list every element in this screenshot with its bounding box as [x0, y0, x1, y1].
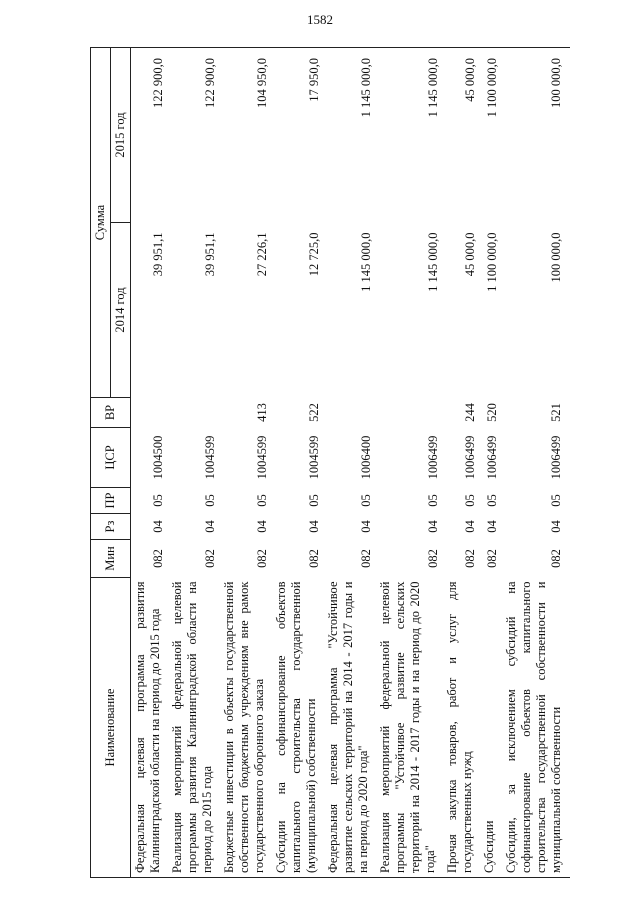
row-vr	[324, 398, 376, 428]
header-vr: ВР	[91, 398, 131, 428]
row-csr: 1004599	[307, 435, 321, 480]
header-2015: 2015 год	[111, 48, 131, 223]
row-2015: 1 100 000,0	[480, 48, 502, 223]
row-min: 082	[359, 549, 373, 568]
row-vr	[376, 398, 443, 428]
row-csr: 1004599	[255, 435, 269, 480]
row-name: Реализация мероприятий федеральной целевой программы "Устойчивое развитие сельских территорий на 2014 - 2017 годы и на период до 2020 года"	[376, 578, 443, 878]
row-vr	[168, 398, 220, 428]
row-2015: 17 950,0	[272, 48, 324, 223]
row-name: Субсидии	[480, 578, 502, 878]
row-min: 082	[485, 549, 499, 568]
table-row	[480, 48, 502, 878]
row-name: Реализация мероприятий федеральной целевой программы развития Калининградской области на период до 2015 года	[168, 578, 220, 878]
header-rz: Рз	[91, 514, 131, 540]
row-2014: 39 951,1	[151, 232, 165, 277]
row-pr: 05	[359, 494, 373, 507]
budget-table-sheet	[90, 48, 576, 878]
row-name: Субсидии на софинансирование объектов капитального строительства государственной (муниципальной) собственности	[272, 578, 324, 878]
row-vr	[131, 398, 169, 428]
row-vr: 521	[549, 403, 563, 422]
row-min: 082	[255, 549, 269, 568]
table-row	[168, 48, 220, 878]
row-pr: 05	[463, 494, 477, 507]
row-name: Федеральная целевая программа развития Калининградской области на период до 2015 года	[131, 578, 169, 878]
row-2014: 45 000,0	[463, 232, 477, 277]
row-pr: 05	[549, 494, 563, 507]
row-rz: 04	[485, 520, 499, 533]
row-2014: 1 145 000,0	[426, 232, 440, 292]
table-row	[443, 48, 480, 878]
table-row	[324, 48, 376, 878]
row-pr: 05	[255, 494, 269, 507]
row-min: 082	[426, 549, 440, 568]
row-name: Прочая закупка товаров, работ и услуг для государственных нужд	[443, 578, 480, 878]
row-rz: 04	[151, 520, 165, 533]
row-2015: 104 950,0	[220, 48, 272, 223]
row-vr: 413	[255, 403, 269, 422]
row-vr: 244	[463, 403, 477, 422]
row-rz: 04	[426, 520, 440, 533]
row-2015: 100 000,0	[502, 48, 570, 223]
row-rz: 04	[549, 520, 563, 533]
row-csr: 1004599	[203, 435, 217, 480]
row-rz: 04	[463, 520, 477, 533]
row-2014: 100 000,0	[549, 232, 563, 283]
row-min: 082	[307, 549, 321, 568]
row-csr: 1006499	[463, 435, 477, 480]
row-min: 082	[549, 549, 563, 568]
header-min: Мин	[91, 540, 131, 578]
row-2014: 1 100 000,0	[485, 232, 499, 292]
header-pr: ПР	[91, 488, 131, 514]
row-2015: 122 900,0	[168, 48, 220, 223]
row-2015: 1 145 000,0	[376, 48, 443, 223]
row-csr: 1006499	[549, 435, 563, 480]
row-pr: 05	[151, 494, 165, 507]
row-csr: 1004500	[151, 435, 165, 480]
row-2014: 39 951,1	[203, 232, 217, 277]
row-csr: 1006499	[426, 435, 440, 480]
row-pr: 05	[203, 494, 217, 507]
row-rz: 04	[359, 520, 373, 533]
row-min: 082	[463, 549, 477, 568]
row-vr: 520	[485, 403, 499, 422]
row-2014: 1 145 000,0	[359, 232, 373, 292]
row-2014: 27 226,1	[255, 232, 269, 277]
row-name: Субсидии, за исключением субсидий на софинансирование объектов капитального строительства государственной собственности и муниципальной собственности	[502, 578, 570, 878]
row-pr: 05	[485, 494, 499, 507]
row-2014: 12 725,0	[307, 232, 321, 277]
header-2014: 2014 год	[111, 223, 131, 398]
table-row	[220, 48, 272, 878]
row-2015: 1 145 000,0	[324, 48, 376, 223]
row-name: Бюджетные инвестиции в объекты государственной собственности бюджетным учреждениям вне рамок государственного оборонного заказа	[220, 578, 272, 878]
header-name: Наименование	[91, 578, 131, 878]
row-rz: 04	[307, 520, 321, 533]
row-2015: 122 900,0	[131, 48, 169, 223]
row-pr: 05	[307, 494, 321, 507]
table-row	[131, 48, 169, 878]
table-row	[272, 48, 324, 878]
row-pr: 05	[426, 494, 440, 507]
header-sum: Сумма	[91, 48, 111, 398]
row-vr: 522	[307, 403, 321, 422]
row-rz: 04	[255, 520, 269, 533]
budget-table	[90, 47, 570, 878]
row-min: 082	[203, 549, 217, 568]
row-name: Федеральная целевая программа "Устойчивое развитие сельских территорий на 2014 - 2017 годы и на период до 2020 года"	[324, 578, 376, 878]
header-csr: ЦСР	[91, 428, 131, 488]
row-2015: 45 000,0	[443, 48, 480, 223]
row-rz: 04	[203, 520, 217, 533]
page-number: 1582	[307, 12, 333, 27]
row-min: 082	[151, 549, 165, 568]
table-row	[376, 48, 443, 878]
row-csr: 1006400	[359, 435, 373, 480]
table-row	[502, 48, 570, 878]
row-csr: 1006499	[485, 435, 499, 480]
